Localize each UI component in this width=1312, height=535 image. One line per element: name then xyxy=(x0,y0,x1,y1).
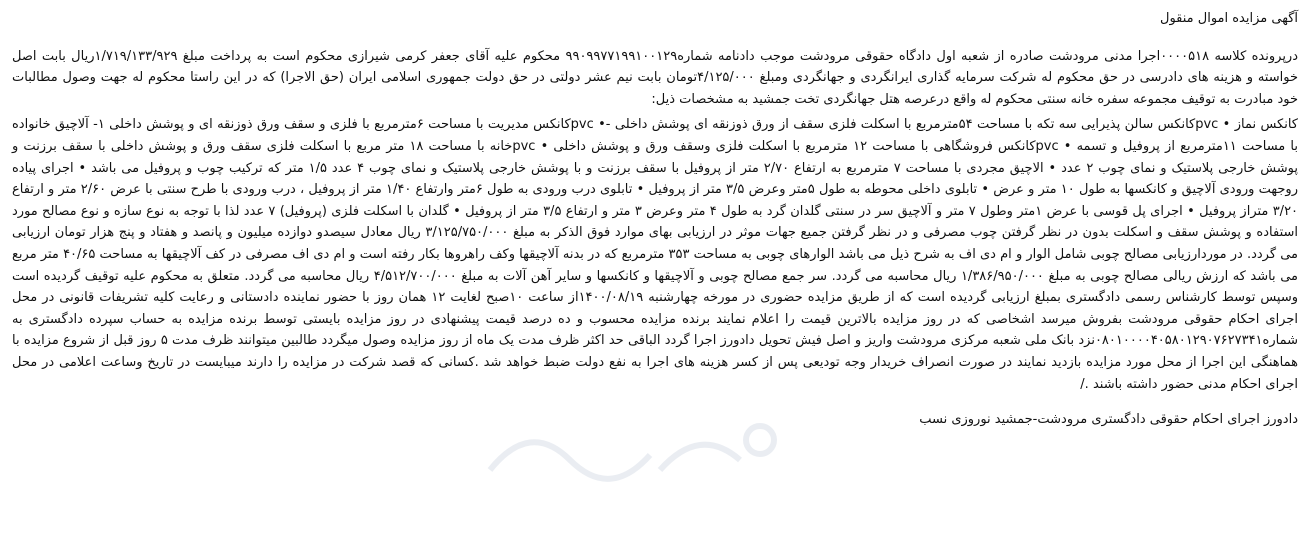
notice-signature: دادورز اجرای احکام حقوقی دادگستری مرودشت-جمشید نوروزی نسب xyxy=(919,412,1298,428)
notice-paragraph-details: کانکس نماز • pvcکانکس سالن پذیرایی سه تکه با مساحت ۵۴مترمربع با اسکلت فلزی سقف از ورق ذوزنقه ای پوشش داخلی -• pvcکانکس مدیریت با مساحت ۶مترمربع با فلزی و سقف ورق ذوزنقه ای و پوشش داخلی ۱- آلاچیق خانواده با مساحت ۱۱مترمربع از پروفیل و تسمه • pvcکانکس فروشگاهی با مساحت ۱۲ مترمربع با اسکلت فلزی وسقف ورق و پوشش داخلی • pvcخانه با مساحت ۱۸ متر مربع با اسکلت فلزی سقف ورق و پوشش داخلی با سقف برزنت و پوشش خارجی پلاستیک و نمای چوب ۲ عدد • الاچیق مجردی با مساحت ۷ مترمربع به ارتفاع ۲/۷۰ متر از پروفیل با سقف برزنت و با پوشش خارجی پلاستیک و نمای چوب ۴ عدد ۱/۵ متر که ترکیب چوب و پروفیل می باشد • اجرای پیاده روجهت ورودی آلاچیق و کانکسها به طول ۱۰ متر و عرض • تابلوی داخلی محوطه به طول ۵متر وعرض ۳/۵ متر از پروفیل • تابلوی درب ورودی به طول ۶متر وارتفاع ۱/۴۰ متر از پروفیل ، درب ورودی با طرح سنتی با عرض ۲/۶۰ متر و ارتفاع ۳/۲۰ متراز پروفیل • اجرای پل قوسی با عرض ۱متر وطول ۷ متر و آلاچیق سر در سنتی گلدان گرد به طول ۴ متر وعرض ۳ متر و ارتفاع ۳/۵ متر از پروفیل • گلدان با اسکلت فلزی (پروفیل) ۷ عدد لذا با توجه به نوع سازه و نوع مصالح مورد استفاده و پوشش سقف و اسکلت بدون در نظر گرفتن چوب مصرفی و در نظر گرفتن جمیع جهات موثر در ارزیابی بهای موارد فوق الذکر به مبلغ ۳/۱۲۵/۷۵۰/۰۰۰ ریال معادل سیصدو دوازده میلیون و پانصد و هفتاد و پنج هزار تومان ارزیابی می گردد. در موردارزیابی مصالح چوبی شامل الوار و ام دی اف به شرح ذیل می باشد الوارهای چوبی به مساحت ۳۵۳ مترمربع که در بدنه آلاچیقها وکف راهروها بکار رفته است و ام دی اف مصرفی در کف آلاچیقها به مساحت ۴۰/۶۵ متر مربع می باشد که ارزش ریالی مصالح چوبی به مبلغ ۱/۳۸۶/۹۵۰/۰۰۰ ریال محاسبه می گردد. سر جمع مصالح چوبی و آلاچیقها و کانکسها و سایر آهن آلات به مبلغ ۴/۵۱۲/۷۰۰/۰۰۰ ریال محاسبه می گردد. متعلق به محکوم علیه توقیف گردیده است وسپس توسط کارشناس رسمی دادگستری بمبلغ ارزیابی گردیده است که از طریق مزایده حضوری در مورخه چهارشنبه ۱۴۰۰/۰۸/۱۹از ساعت ۱۰صبح لغایت ۱۲ همان روز با حضور نماینده دادستانی و رعایت کلیه تشریفات قانونی در محل اجرای احکام حقوقی مرودشت بفروش میرسد اشخاصی که در روز مزایده بالاترین قیمت را اعلام نمایند برنده مزایده محسوب و ده درصد قیمت پیشنهادی در روز مزایده بایستی توسط برنده مزایده به حساب سپرده دادگستری به شماره۰۸۰۱۰۰۰۰۴۰۵۸۰۱۲۹۰۷۶۲۷۳۴۱نزد بانک ملی شعبه مرکزی مرودشت واریز و اصل فیش تحویل دادورز اجرا گردد الباقی حد اکثر ظرف مدت یک ماه از روز مزایده وصول میگردد طالبین میتوانند ظرف مدت ۵ روز قبل از شروع مزایده با هماهنگی این اجرا از محل مورد مزایده بازدید نمایند در صورت انصراف خریدار وجه تودیعی پس از کسر هزینه های اجرا به نفع دولت ضبط خواهد شد .کسانی که قصد شرکت در مزایده را دارند میبایست در تاریخ وساعت اعلامی در محل اجرای احکام مدنی حضور داشته باشند ./ xyxy=(12,117,1299,392)
notice-title: آگهی مزایده اموال منقول xyxy=(1160,11,1298,26)
notice-paragraph-intro: درپرونده کلاسه ۰۰۰۰۵۱۸اجرا مدنی مرودشت صادره از شعبه اول دادگاه حقوقی مرودشت موجب دادنامه شماره۹۹۰۹۹۷۷۱۹۹۱۰۰۱۲۹ محکوم علیه آقای جعفر کرمی شیرازی محکوم است به پرداخت مبلغ ۱/۷۱۹/۱۳۳/۹۲۹ریال بابت اصل خواسته و هزینه های دادرسی در حق محکوم له شرکت سرمایه گذاری ایرانگردی و جهانگردی ومبلغ ۴/۱۲۵/۰۰۰تومان بابت نیم عشر دولتی در حق دولت جمهوری اسلامی ایران (حق الاجرا) که در این راستا محکوم له جهت وصول مطالبات خود مبادرت به توقیف مجموعه سفره خانه سنتی محکوم له واقع درعرصه هتل جهانگردی تخت جمشید به مشخصات ذیل: xyxy=(12,48,1299,107)
